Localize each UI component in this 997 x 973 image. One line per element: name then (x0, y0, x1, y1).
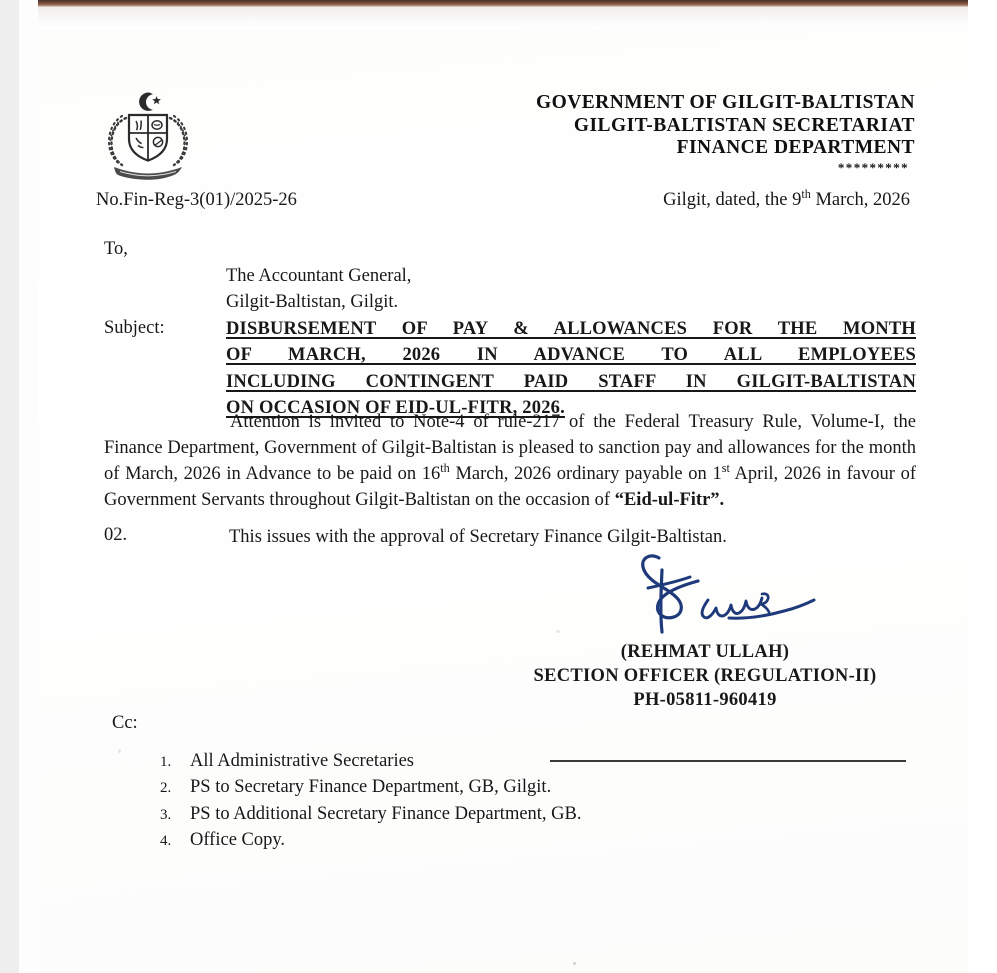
cc-item-number: 3. (160, 806, 172, 823)
cc-list-item (160, 801, 800, 827)
body-paragraph-2: This issues with the approval of Secretary Finance Gilgit-Baltistan. (229, 527, 727, 547)
cc-distribution-list (160, 748, 800, 853)
addressee-line-1: The Accountant General, (226, 266, 412, 286)
cc-list-item (160, 827, 800, 853)
cc-item-text: PS to Additional Secretary Finance Department, GB. (190, 803, 582, 824)
reference-and-date-row (96, 186, 916, 211)
dateline (663, 186, 916, 211)
cc-item-text: PS to Secretary Finance Department, GB, Gilgit. (190, 777, 552, 798)
paragraph1-segment-1: Attention is invited to Note-4 of rule-217 of the Federal Treasury Rule, Volume-I, the Finance Department, Government of Gilgit-Baltistan is pleased to sanction pay and allowances for the month of March, 2026 in Advance to be paid on 16 (104, 412, 916, 484)
subject-line-3: INCLUDING CONTINGENT PAID STAFF IN GILGIT-BALTISTAN (226, 371, 916, 392)
letterhead-line-government: GOVERNMENT OF GILGIT-BALTISTAN (535, 92, 915, 113)
paragraph1-emphasis-eid: “Eid-ul-Fitr”. (614, 489, 725, 510)
signatory-phone: PH-05811-960419 (633, 690, 777, 711)
cc-item-number: 2. (160, 780, 172, 797)
signature-block (480, 640, 930, 712)
dateline-ordinal: th (801, 186, 811, 201)
subject-line-4: ON OCCASION OF EID-UL-FITR, 2026. (226, 397, 565, 418)
addressee-block (226, 264, 411, 315)
pakistan-state-emblem-icon (96, 88, 200, 180)
reference-number: No.Fin-Reg-3(01)/2025-26 (96, 190, 297, 210)
subject-text (226, 316, 916, 421)
paragraph1-segment-3: April, 2026 in favour of Government Servants throughout Gilgit-Baltistan on the occasion of (104, 463, 916, 510)
letterhead-line-department: FINANCE DEPARTMENT (676, 137, 915, 159)
paragraph1-segment-2: March, 2026 ordinary payable on 1 (449, 463, 722, 484)
subject-line-2: OF MARCH, 2026 IN ADVANCE TO ALL EMPLOYEES (226, 345, 916, 366)
letterhead (455, 92, 915, 174)
dateline-suffix: March, 2026 (810, 190, 910, 210)
cc-list-item (160, 774, 800, 800)
cc-item-number: 1. (160, 754, 172, 770)
cc-item-blank-rule (550, 760, 906, 762)
cc-item-text: All Administrative Secretaries (190, 751, 414, 771)
subject-label: Subject: (104, 318, 165, 338)
signatory-name: (REHMAT ULLAH) (620, 642, 790, 662)
letterhead-line-secretariat: GILGIT-BALTISTAN SECRETARIAT (573, 114, 915, 136)
paragraph1-ordinal-st: st (721, 460, 730, 475)
letterhead-asterisk-separator: ********* (837, 159, 909, 175)
dateline-prefix: Gilgit, dated, the 9 (663, 190, 802, 210)
addressee-line-2: Gilgit-Baltistan, Gilgit. (226, 291, 399, 312)
paragraph1-ordinal-th: th (440, 460, 450, 475)
cc-item-text: Office Copy. (190, 829, 286, 850)
to-label: To, (104, 239, 128, 259)
signatory-designation: SECTION OFFICER (REGULATION-II) (533, 666, 877, 687)
cc-label: Cc: (112, 713, 138, 733)
paragraph2-number: 02. (104, 525, 128, 545)
cc-list-item (160, 748, 800, 774)
subject-line-1: DISBURSEMENT OF PAY & ALLOWANCES FOR THE MONTH (226, 319, 916, 339)
cc-item-number: 4. (160, 832, 172, 849)
body-paragraph-1 (104, 410, 916, 514)
